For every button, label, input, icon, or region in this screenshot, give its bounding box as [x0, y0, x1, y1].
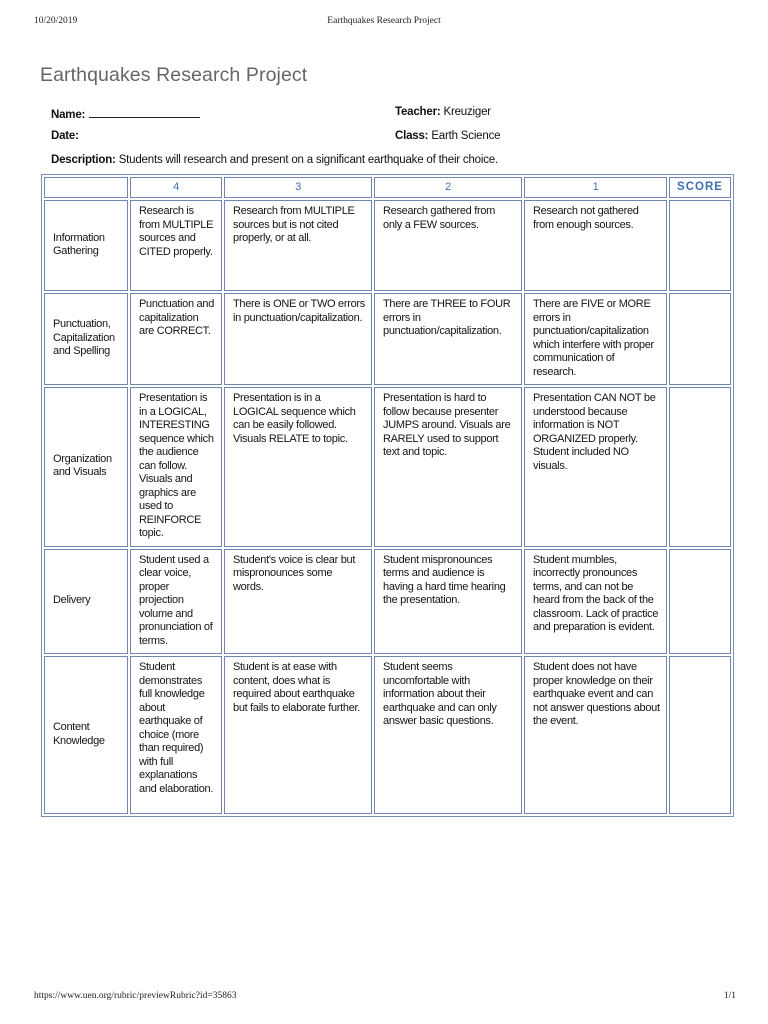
header-criterion: [44, 177, 128, 198]
teacher-field: [395, 106, 491, 118]
name-label: Name:: [51, 109, 86, 121]
print-footer: [0, 991, 768, 1005]
date-label: Date:: [51, 130, 79, 142]
rubric-cell-level-2: Student mispronounces terms and audience is having a hard time hearing the presentation.: [374, 549, 522, 655]
score-cell: [669, 549, 731, 655]
class-field: [395, 130, 500, 142]
rubric-cell-level-4: Punctuation and capitalization are CORRECT.: [130, 293, 222, 385]
rubric-cell-level-4: Research is from MULTIPLE sources and CITED properly.: [130, 200, 222, 291]
rubric-cell-level-2: Research gathered from only a FEW sources.: [374, 200, 522, 291]
rubric-cell-level-1: Presentation CAN NOT be understood because information is NOT ORGANIZED properly. Student included NO visuals.: [524, 387, 667, 547]
score-cell: [669, 293, 731, 385]
rubric-cell-level-1: Research not gathered from enough sources.: [524, 200, 667, 291]
rubric-cell-level-3: Research from MULTIPLE sources but is not cited properly, or at all.: [224, 200, 372, 291]
print-header: [0, 16, 768, 30]
class-label: Class:: [395, 130, 429, 142]
page-title: Earthquakes Research Project: [40, 64, 308, 86]
print-title: Earthquakes Research Project: [327, 16, 441, 26]
rubric-row-delivery: [44, 549, 731, 655]
teacher-value: Kreuziger: [443, 106, 491, 118]
rubric-row-punctuation: [44, 293, 731, 385]
description-value: Students will research and present on a significant earthquake of their choice.: [118, 154, 498, 166]
rubric-cell-level-3: Student is at ease with content, does what is required about earthquake but fails to elaborate further.: [224, 656, 372, 814]
score-cell: [669, 200, 731, 291]
print-date: 10/20/2019: [34, 16, 78, 26]
header-score: SCORE: [669, 177, 731, 198]
rubric-cell-level-1: Student mumbles, incorrectly pronounces terms, and can not be heard from the back of the classroom. Lack of practice and preparation is evident.: [524, 549, 667, 655]
name-blank-line: [89, 106, 200, 118]
rubric-cell-level-3: There is ONE or TWO errors in punctuation/capitalization.: [224, 293, 372, 385]
criterion-label: Information Gathering: [44, 200, 128, 291]
rubric-cell-level-3: Student's voice is clear but mispronounces some words.: [224, 549, 372, 655]
score-cell: [669, 387, 731, 547]
date-field: [51, 130, 79, 142]
name-field: [51, 106, 200, 121]
rubric-header-row: [44, 177, 731, 198]
class-value: Earth Science: [431, 130, 501, 142]
criterion-label: Delivery: [44, 549, 128, 655]
header-level-1: 1: [524, 177, 667, 198]
criterion-label: Content Knowledge: [44, 656, 128, 814]
rubric-row-content-knowledge: [44, 656, 731, 814]
print-page-number: 1/1: [723, 991, 736, 1001]
description-field: [51, 154, 498, 166]
rubric-cell-level-4: Presentation is in a LOGICAL, INTERESTING sequence which the audience can follow. Visuals and graphics are used to REINFORCE topic.: [130, 387, 222, 547]
criterion-label: Organization and Visuals: [44, 387, 128, 547]
header-level-3: 3: [224, 177, 372, 198]
rubric-row-information-gathering: [44, 200, 731, 291]
score-cell: [669, 656, 731, 814]
teacher-label: Teacher:: [395, 106, 441, 118]
criterion-label: Punctuation, Capitalization and Spelling: [44, 293, 128, 385]
rubric-cell-level-4: Student demonstrates full knowledge about earthquake of choice (more than required) with full explanations and elaboration.: [130, 656, 222, 814]
rubric-cell-level-2: Presentation is hard to follow because presenter JUMPS around. Visuals are RARELY used to support text and topic.: [374, 387, 522, 547]
rubric-cell-level-2: Student seems uncomfortable with information about their earthquake and can only answer basic questions.: [374, 656, 522, 814]
rubric-cell-level-4: Student used a clear voice, proper projection volume and pronunciation of terms.: [130, 549, 222, 655]
rubric-row-organization: [44, 387, 731, 547]
rubric-cell-level-3: Presentation is in a LOGICAL sequence which can be easily followed. Visuals RELATE to topic.: [224, 387, 372, 547]
rubric-table: [41, 174, 734, 817]
rubric-cell-level-2: There are THREE to FOUR errors in punctuation/capitalization.: [374, 293, 522, 385]
header-level-2: 2: [374, 177, 522, 198]
rubric-cell-level-1: Student does not have proper knowledge on their earthquake event and can not answer questions about the event.: [524, 656, 667, 814]
print-url: https://www.uen.org/rubric/previewRubric?id=35863: [34, 991, 237, 1001]
rubric-cell-level-1: There are FIVE or MORE errors in punctuation/capitalization which interfere with proper communication of research.: [524, 293, 667, 385]
header-level-4: 4: [130, 177, 222, 198]
description-label: Description:: [51, 154, 116, 166]
